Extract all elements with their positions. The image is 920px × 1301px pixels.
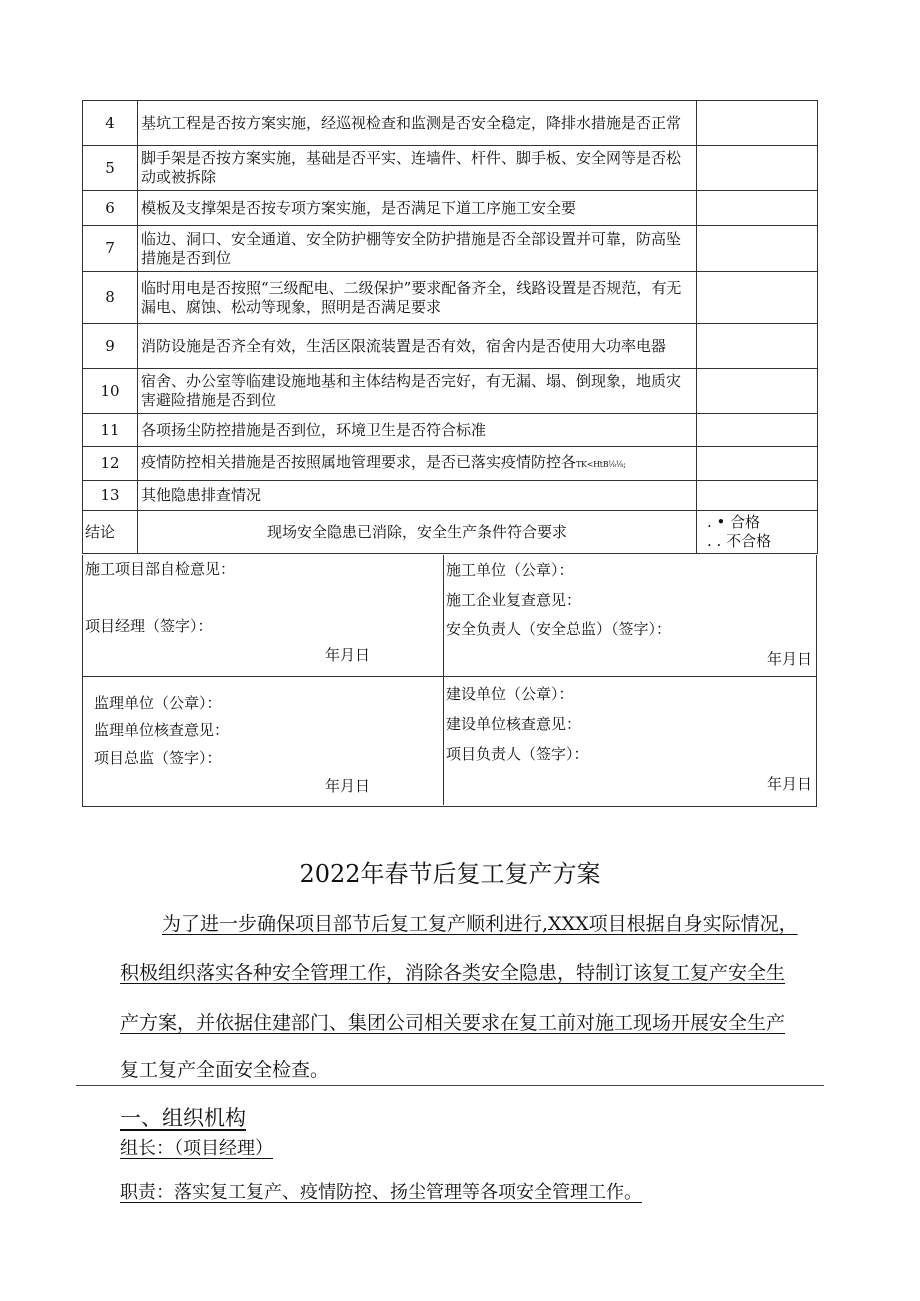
project-manager-sign-label: 项目经理（签字）： [85, 617, 213, 635]
row-divider [83, 676, 816, 677]
table-row [83, 146, 818, 191]
result-cell[interactable] [697, 146, 818, 191]
result-cell[interactable] [697, 101, 818, 146]
result-cell[interactable] [697, 414, 818, 447]
conclusion-options [697, 511, 818, 554]
intro-line-1: 为了进一步确保项目部节后复工复产顺利进行,XXX项目根据自身实际情况， [162, 913, 798, 935]
row-number: 6 [83, 191, 138, 226]
section-heading: 一、组织机构 [120, 1106, 246, 1130]
plan-title: 2022年春节后复工复产方案 [299, 860, 601, 888]
chief-supervisor-sign-label: 项目总监（签字）： [94, 749, 222, 767]
row-number: 9 [83, 324, 138, 369]
check-item-text: 其他隐患排查情况 [138, 481, 697, 511]
date-label: 年月日 [325, 646, 371, 664]
result-cell[interactable] [697, 447, 818, 481]
check-item-text: 各项扬尘防控措施是否到位，环境卫生是否符合标准 [138, 414, 697, 447]
duty-line: 职责：落实复工复产、疫情防控、扬尘管理等各项安全管理工作。 [120, 1182, 642, 1203]
result-cell[interactable] [697, 324, 818, 369]
check-item-text [138, 447, 697, 481]
date-label: 年月日 [325, 777, 371, 795]
table-row [83, 226, 818, 272]
row-number: 10 [83, 369, 138, 414]
result-cell[interactable] [697, 272, 818, 324]
owner-unit-seal-label: 建设单位（公章）： [446, 685, 574, 703]
row-number: 13 [83, 481, 138, 511]
row-number: 11 [83, 414, 138, 447]
check-item-text: 宿舍、办公室等临建设施地基和主体结构是否完好，有无漏、塌、倒现象，地质灾害避险措施是否到位 [138, 369, 697, 414]
check-item-text: 模板及支撑架是否按专项方案实施，是否满足下道工序施工安全要 [138, 191, 697, 226]
table-row [83, 447, 818, 481]
conclusion-label: 结论 [83, 511, 138, 554]
table-row [83, 272, 818, 324]
table-row [83, 369, 818, 414]
check-item-text: 基坑工程是否按方案实施，经巡视检查和监测是否安全稳定，降排水措施是否正常 [138, 101, 697, 146]
result-cell[interactable] [697, 226, 818, 272]
garbled-tail-text: TK<HtB⅛⅛; [576, 460, 626, 469]
column-divider [443, 555, 444, 805]
option-pass[interactable]: . • 合格 [707, 513, 761, 531]
table-row [83, 101, 818, 146]
table-row [83, 481, 818, 511]
project-dept-opinion-label: 施工项目部自检意见： [85, 560, 236, 578]
conclusion-row [83, 511, 818, 554]
table-row [83, 324, 818, 369]
owner-manager-sign-label: 项目负责人（签字）： [446, 745, 589, 763]
safety-checklist-table [82, 100, 818, 554]
result-cell[interactable] [697, 369, 818, 414]
check-item-text: 消防设施是否齐全有效，生活区限流装置是否有效，宿舍内是否使用大功率电器 [138, 324, 697, 369]
date-label: 年月日 [767, 775, 813, 793]
enterprise-review-label: 施工企业复查意见： [446, 591, 582, 609]
leader-line: 组长：（项目经理） [120, 1138, 273, 1159]
signoff-section [82, 555, 817, 807]
table-row [83, 191, 818, 226]
supervision-unit-seal-label: 监理单位（公章）： [94, 694, 222, 712]
horizontal-rule [76, 1085, 824, 1086]
option-fail[interactable]: . . 不合格 [707, 532, 772, 550]
check-item-main-text: 疫情防控相关措施是否按照属地管理要求，是否已落实疫情防控各 [141, 453, 577, 471]
row-number: 12 [83, 447, 138, 481]
intro-line-3: 产方案，并依据住建部门、集团公司相关要求在复工前对施工现场开展安全生产 [120, 1012, 786, 1034]
row-number: 5 [83, 146, 138, 191]
construction-unit-seal-label: 施工单位（公章）： [446, 561, 574, 579]
conclusion-text: 现场安全隐患已消除，安全生产条件符合要求 [138, 511, 697, 554]
intro-line-4: 复工复产全面安全检查。 [120, 1059, 330, 1081]
row-number: 8 [83, 272, 138, 324]
row-number: 4 [83, 101, 138, 146]
safety-director-sign-label: 安全负责人（安全总监）（签字）： [446, 620, 672, 638]
table-row [83, 414, 818, 447]
check-item-text: 脚手架是否按方案实施，基础是否平实、连墙件、杆件、脚手板、安全网等是否松动或被拆除 [138, 146, 697, 191]
intro-line-2: 积极组织落实各种安全管理工作，消除各类安全隐患，特制订该复工复产安全生 [120, 962, 786, 984]
check-item-text: 临边、洞口、安全通道、安全防护棚等安全防护措施是否全部设置并可靠，防高坠措施是否到位 [138, 226, 697, 272]
check-item-text: 临时用电是否按照“三级配电、二级保护”要求配备齐全，线路设置是否规范，有无漏电、腐蚀、松动等现象，照明是否满足要求 [138, 272, 697, 324]
row-number: 7 [83, 226, 138, 272]
owner-review-label: 建设单位核查意见： [446, 715, 582, 733]
result-cell[interactable] [697, 191, 818, 226]
supervision-review-label: 监理单位核查意见： [94, 721, 230, 739]
result-cell[interactable] [697, 481, 818, 511]
date-label: 年月日 [767, 650, 813, 668]
